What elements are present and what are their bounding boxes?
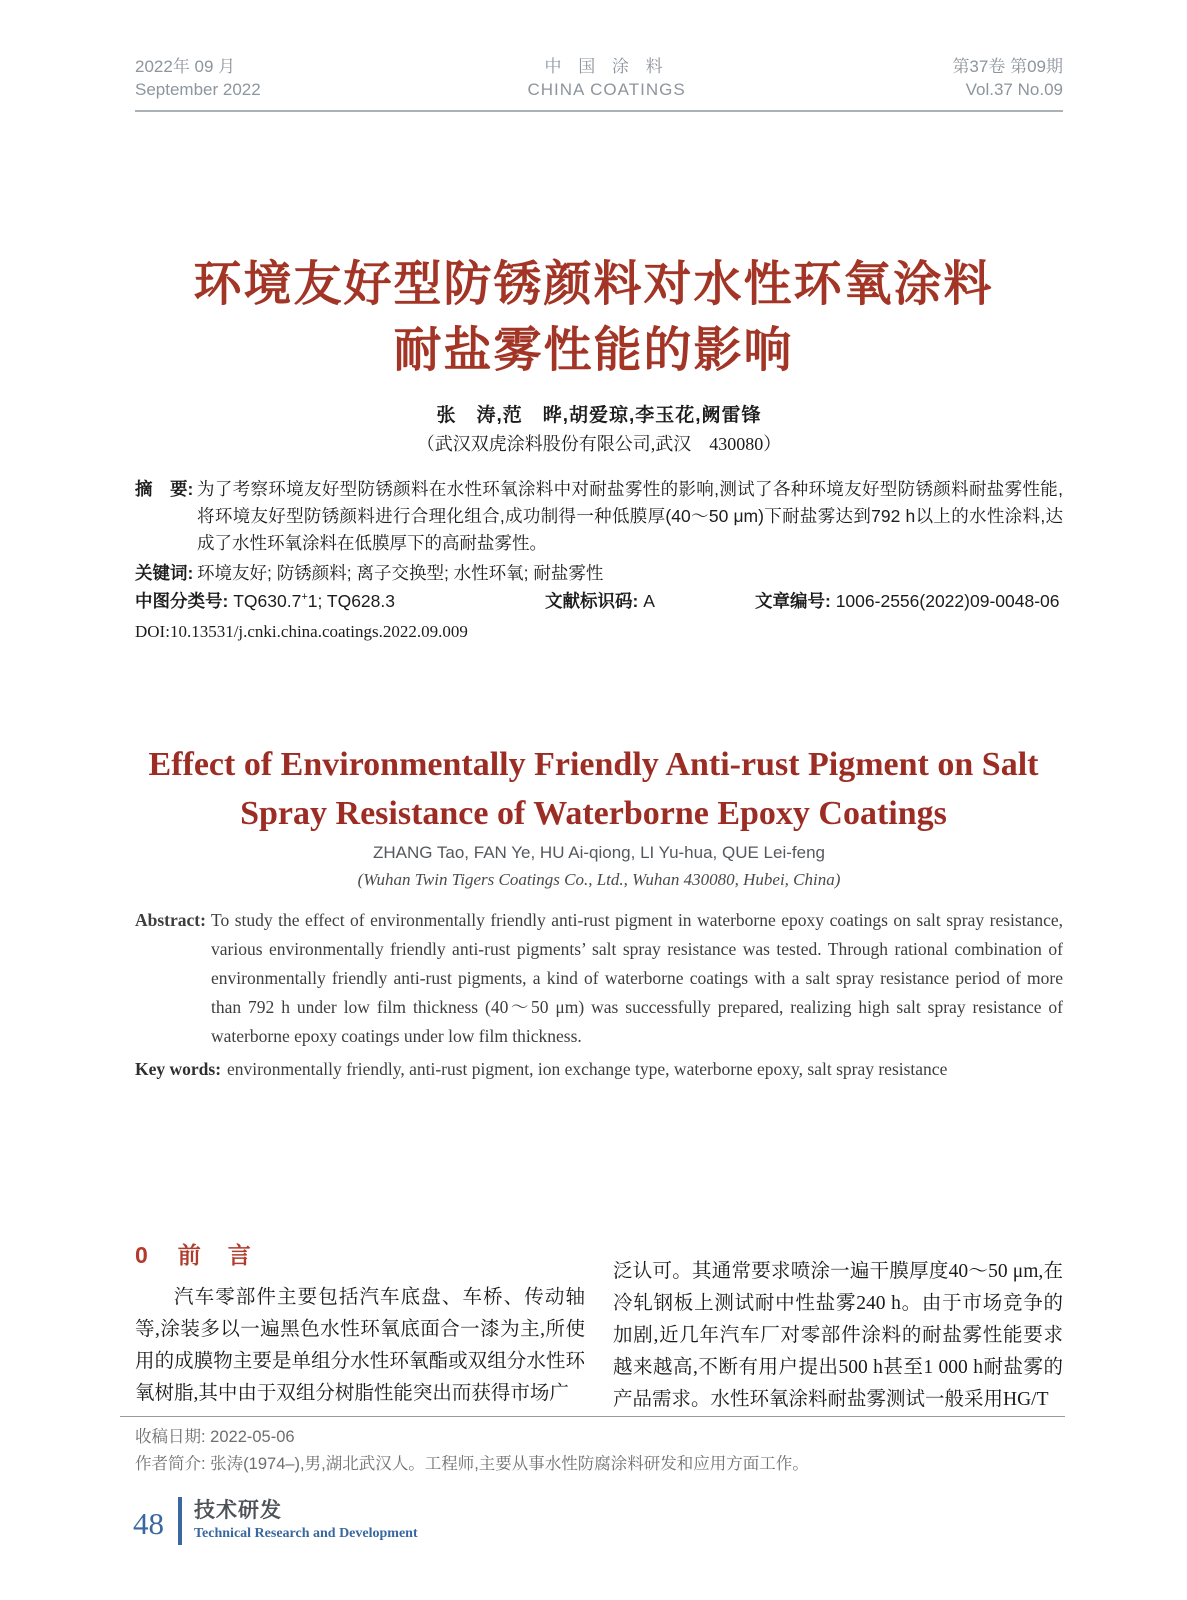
footer-divider-bar [178,1497,182,1545]
header-issue [952,55,1063,101]
keywords-en-text: environmentally friendly, anti-rust pigment, ion exchange type, waterborne epoxy, salt spray resistance [227,1059,948,1079]
meta-row [135,588,1063,613]
clc-sup: + [301,591,308,604]
footer-column-en: Technical Research and Development [194,1526,418,1541]
section-title: 前 言 [177,1242,253,1268]
article-title-cn [90,252,1097,384]
footer-column-cn: 技术研发 [194,1499,282,1522]
abstract-cn-label: 摘 要: [135,479,194,499]
header-journal-name [527,55,685,101]
clc-label: 中图分类号: [135,591,229,611]
abstract-en-text: To study the effect of environmentally friendly anti-rust pigment in waterborne epoxy coatings on salt spray resistance, various environmentally friendly anti-rust pigments’ salt spray resistance was tested. Through rational combination of environmentally friendly anti-rust pigments, a kind of waterborne coatings with a salt spray resistance period of more than 792 h under low film thickness (40～50 μm) was successfully prepared, realizing high salt spray resistance of waterborne epoxy coatings under low film thickness. [211,910,1063,1046]
doc-code-value: A [643,591,655,611]
clc-number [135,588,545,613]
affiliation-en: (Wuhan Twin Tigers Coatings Co., Ltd., Wuhan 430080, Hubei, China) [357,870,841,889]
journal-name-en: CHINA COATINGS [527,80,686,99]
section-heading-0 [135,1240,585,1270]
abstract-cn-text: 为了考察环境友好型防锈颜料在水性环氧涂料中对耐盐雾性的影响,测试了各种环境友好型防锈颜料耐盐雾性能,将环境友好型防锈颜料进行合理化组合,成功制得一种低膜厚(40～50 μm)下耐盐雾达到792 h以上的水性涂料,达成了水性环氧涂料在低膜厚下的高耐盐雾性。 [197,479,1063,553]
article-id [755,588,1063,613]
doc-code-label: 文献标识码: [545,591,639,611]
keywords-cn-text: 环境友好; 防锈颜料; 离子交换型; 水性环氧; 耐盐雾性 [197,563,604,583]
affiliation-cn: （武汉双虎涂料股份有限公司,武汉 430080） [416,434,782,454]
article-title-en-line2: Spray Resistance of Waterborne Epoxy Coatings [240,795,947,832]
article-title-cn-line1: 环境友好型防锈颜料对水性环氧涂料 [193,258,994,311]
clc-tail: 1; TQ628.3 [307,591,395,611]
article-title-cn-line2: 耐盐雾性能的影响 [393,324,794,377]
header-issue-cn: 第37卷 第09期 [952,57,1063,76]
authors-en: ZHANG Tao, FAN Ye, HU Ai-qiong, LI Yu-hua, QUE Lei-feng [372,843,825,862]
authors-cn: 张 涛,范 晔,胡爱琼,李玉花,阙雷锋 [436,405,762,426]
article-title-en [100,740,1087,838]
clc-value: TQ630.7 [233,591,302,611]
received-date: 收稿日期: 2022-05-06 [135,1428,295,1446]
footnotes [135,1424,1063,1478]
footnote-divider [120,1416,1065,1417]
abstract-cn-block [135,476,1063,587]
journal-name-cn: 中 国 涂 料 [544,57,669,76]
body-paragraph-right: 泛认可。其通常要求喷涂一遍干膜厚度40～50 μm,在冷轧钢板上测试耐中性盐雾240 h。由于市场竞争的加剧,近几年汽车厂对零部件涂料的耐盐雾性能要求越来越高,不断有用户提出500 h甚至1 000 h耐盐雾的产品需求。水性环氧涂料耐盐雾测试一般采用HG/T [613,1261,1063,1410]
header-date-cn: 2022年 09 月 [135,57,236,76]
footer-column-name [194,1498,418,1544]
body-column-right [613,1240,1063,1416]
abstract-en [135,906,1063,1051]
article-id-label: 文章编号: [755,591,831,611]
keywords-cn-label: 关键词: [135,563,194,583]
article-id-value: 1006-2556(2022)09-0048-06 [835,591,1060,611]
doc-code [545,588,755,613]
journal-header [135,55,1063,112]
body-columns [135,1240,1063,1416]
body-column-left [135,1240,585,1416]
page-number: 48 [133,1506,164,1541]
abstract-en-block [135,906,1063,1084]
body-paragraph-left: 汽车零部件主要包括汽车底盘、车桥、传动轴等,涂装多以一遍黑色水性环氧底面合一漆为主,所使用的成膜物主要是单组分水性环氧酯或双组分水性环氧树脂,其中由于双组分树脂性能突出而获得市场广 [135,1287,585,1404]
header-date-en: September 2022 [135,80,261,99]
article-title-en-line1: Effect of Environmentally Friendly Anti-rust Pigment on Salt [148,746,1039,783]
doi: DOI:10.13531/j.cnki.china.coatings.2022.09.009 [135,622,468,641]
page-footer [133,1497,418,1545]
section-number: 0 [135,1242,150,1268]
header-issue-en: Vol.37 No.09 [965,80,1063,99]
keywords-cn [135,560,1063,587]
keywords-en-label: Key words: [135,1059,222,1079]
keywords-en [135,1055,1063,1084]
abstract-cn [135,476,1063,557]
author-bio: 作者简介: 张涛(1974–),男,湖北武汉人。工程师,主要从事水性防腐涂料研发和应用方面工作。 [135,1455,809,1473]
abstract-en-label: Abstract: [135,910,206,930]
header-date [135,55,261,101]
